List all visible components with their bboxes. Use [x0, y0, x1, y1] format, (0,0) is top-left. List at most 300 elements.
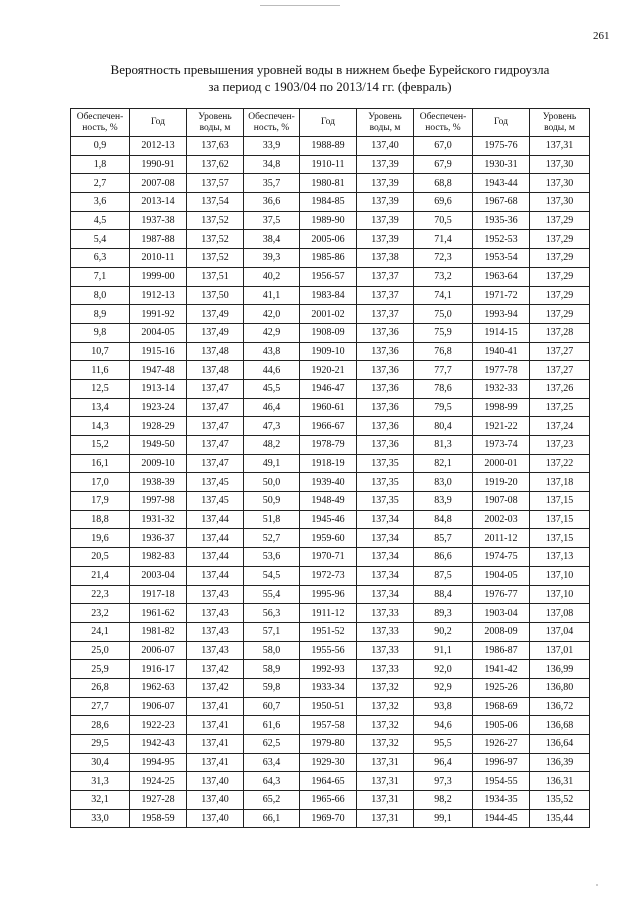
cell-year: 1994-95 — [130, 753, 187, 772]
cell-water-level: 137,18 — [530, 473, 590, 492]
cell-probability: 20,5 — [71, 548, 130, 567]
cell-probability: 45,5 — [244, 379, 300, 398]
cell-year: 1971-72 — [473, 286, 530, 305]
cell-water-level: 137,28 — [530, 323, 590, 342]
cell-probability: 44,6 — [244, 361, 300, 380]
cell-probability: 43,8 — [244, 342, 300, 361]
cell-year: 2001-02 — [300, 305, 357, 324]
table-row — [71, 772, 590, 791]
header-text: Обеспечен- — [76, 111, 124, 122]
cell-probability: 14,3 — [71, 417, 130, 436]
cell-water-level: 137,52 — [187, 249, 244, 268]
table-row — [71, 417, 590, 436]
cell-year: 1940-41 — [473, 342, 530, 361]
cell-year: 1984-85 — [300, 193, 357, 212]
cell-water-level: 137,34 — [357, 548, 414, 567]
cell-year: 1988-89 — [300, 137, 357, 156]
cell-year: 1930-31 — [473, 155, 530, 174]
cell-water-level: 137,41 — [187, 753, 244, 772]
cell-water-level: 137,29 — [530, 249, 590, 268]
cell-water-level: 137,41 — [187, 716, 244, 735]
cell-probability: 32,1 — [71, 791, 130, 810]
cell-probability: 63,4 — [244, 753, 300, 772]
table-row — [71, 529, 590, 548]
cell-probability: 46,4 — [244, 398, 300, 417]
cell-year: 1968-69 — [473, 697, 530, 716]
cell-year: 1924-25 — [130, 772, 187, 791]
probability-table — [70, 108, 590, 828]
header-text: воды, м — [369, 122, 401, 133]
cell-water-level: 137,34 — [357, 529, 414, 548]
cell-water-level: 137,36 — [357, 398, 414, 417]
cell-probability: 3,6 — [71, 193, 130, 212]
cell-probability: 9,8 — [71, 323, 130, 342]
cell-water-level: 137,44 — [187, 510, 244, 529]
cell-probability: 25,9 — [71, 660, 130, 679]
cell-water-level: 137,10 — [530, 566, 590, 585]
cell-water-level: 137,35 — [357, 454, 414, 473]
cell-probability: 69,6 — [414, 193, 473, 212]
cell-year: 1963-64 — [473, 267, 530, 286]
cell-water-level: 137,37 — [357, 305, 414, 324]
header-year — [473, 109, 530, 137]
cell-probability: 86,6 — [414, 548, 473, 567]
cell-year: 1978-79 — [300, 436, 357, 455]
title-line-1: Вероятность превышения уровней воды в нижнем бьефе Бурейского гидроузла — [110, 62, 550, 77]
cell-probability: 22,3 — [71, 585, 130, 604]
cell-probability: 8,9 — [71, 305, 130, 324]
cell-probability: 50,9 — [244, 492, 300, 511]
header-text: Год — [151, 117, 165, 127]
cell-water-level: 137,08 — [530, 604, 590, 623]
cell-water-level: 137,36 — [357, 417, 414, 436]
cell-water-level: 137,45 — [187, 492, 244, 511]
cell-year: 1989-90 — [300, 211, 357, 230]
cell-water-level: 137,47 — [187, 436, 244, 455]
cell-water-level: 137,54 — [187, 193, 244, 212]
cell-water-level: 137,39 — [357, 174, 414, 193]
cell-year: 1941-42 — [473, 660, 530, 679]
cell-year: 1947-48 — [130, 361, 187, 380]
header-text: Уровень — [198, 111, 232, 122]
cell-year: 2003-04 — [130, 566, 187, 585]
cell-year: 1990-91 — [130, 155, 187, 174]
cell-year: 1922-23 — [130, 716, 187, 735]
cell-water-level: 137,48 — [187, 361, 244, 380]
cell-year: 1980-81 — [300, 174, 357, 193]
cell-year: 1938-39 — [130, 473, 187, 492]
cell-water-level: 137,42 — [187, 660, 244, 679]
cell-year: 1992-93 — [300, 660, 357, 679]
cell-water-level: 137,30 — [530, 155, 590, 174]
cell-water-level: 137,40 — [187, 772, 244, 791]
cell-water-level: 137,45 — [187, 473, 244, 492]
cell-year: 1958-59 — [130, 809, 187, 828]
cell-water-level: 137,31 — [357, 772, 414, 791]
cell-water-level: 137,36 — [357, 436, 414, 455]
cell-probability: 0,9 — [71, 137, 130, 156]
cell-year: 2004-05 — [130, 323, 187, 342]
header-text: Обеспечен- — [248, 111, 295, 122]
cell-probability: 61,6 — [244, 716, 300, 735]
cell-water-level: 137,44 — [187, 566, 244, 585]
cell-probability: 84,8 — [414, 510, 473, 529]
cell-water-level: 137,29 — [530, 305, 590, 324]
cell-probability: 91,1 — [414, 641, 473, 660]
cell-probability: 66,1 — [244, 809, 300, 828]
cell-year: 1932-33 — [473, 379, 530, 398]
cell-year: 2006-07 — [130, 641, 187, 660]
cell-year: 1965-66 — [300, 791, 357, 810]
cell-probability: 87,5 — [414, 566, 473, 585]
cell-water-level: 137,01 — [530, 641, 590, 660]
cell-water-level: 137,36 — [357, 361, 414, 380]
cell-probability: 58,0 — [244, 641, 300, 660]
table-row — [71, 249, 590, 268]
cell-year: 1957-58 — [300, 716, 357, 735]
table-row — [71, 678, 590, 697]
cell-year: 1915-16 — [130, 342, 187, 361]
cell-probability: 33,9 — [244, 137, 300, 156]
cell-water-level: 137,31 — [357, 753, 414, 772]
table-row — [71, 473, 590, 492]
cell-water-level: 137,33 — [357, 660, 414, 679]
cell-water-level: 137,27 — [530, 342, 590, 361]
cell-water-level: 137,25 — [530, 398, 590, 417]
cell-probability: 57,1 — [244, 622, 300, 641]
cell-water-level: 136,68 — [530, 716, 590, 735]
cell-probability: 40,2 — [244, 267, 300, 286]
cell-probability: 65,2 — [244, 791, 300, 810]
table-row — [71, 323, 590, 342]
cell-probability: 1,8 — [71, 155, 130, 174]
cell-year: 1909-10 — [300, 342, 357, 361]
cell-probability: 25,0 — [71, 641, 130, 660]
cell-probability: 53,6 — [244, 548, 300, 567]
cell-year: 1939-40 — [300, 473, 357, 492]
cell-year: 1996-97 — [473, 753, 530, 772]
page-title — [70, 61, 590, 95]
cell-probability: 83,0 — [414, 473, 473, 492]
cell-probability: 89,3 — [414, 604, 473, 623]
header-water-level — [530, 109, 590, 137]
cell-probability: 90,2 — [414, 622, 473, 641]
cell-year: 1972-73 — [300, 566, 357, 585]
cell-year: 1905-06 — [473, 716, 530, 735]
cell-year: 1953-54 — [473, 249, 530, 268]
table-row — [71, 510, 590, 529]
cell-probability: 78,6 — [414, 379, 473, 398]
cell-probability: 34,8 — [244, 155, 300, 174]
cell-probability: 4,5 — [71, 211, 130, 230]
cell-year: 1985-86 — [300, 249, 357, 268]
cell-water-level: 137,52 — [187, 230, 244, 249]
cell-probability: 49,1 — [244, 454, 300, 473]
cell-year: 1983-84 — [300, 286, 357, 305]
cell-water-level: 137,26 — [530, 379, 590, 398]
table-row — [71, 267, 590, 286]
cell-probability: 98,2 — [414, 791, 473, 810]
cell-year: 1926-27 — [473, 735, 530, 754]
header-year — [300, 109, 357, 137]
cell-probability: 81,3 — [414, 436, 473, 455]
table-row — [71, 548, 590, 567]
header-probability — [244, 109, 300, 137]
table-row — [71, 305, 590, 324]
cell-probability: 5,4 — [71, 230, 130, 249]
cell-year: 1966-67 — [300, 417, 357, 436]
cell-water-level: 137,29 — [530, 267, 590, 286]
cell-water-level: 137,47 — [187, 398, 244, 417]
cell-water-level: 137,36 — [357, 379, 414, 398]
cell-probability: 74,1 — [414, 286, 473, 305]
cell-probability: 39,3 — [244, 249, 300, 268]
cell-year: 1925-26 — [473, 678, 530, 697]
cell-water-level: 136,64 — [530, 735, 590, 754]
cell-water-level: 137,49 — [187, 305, 244, 324]
cell-year: 1998-99 — [473, 398, 530, 417]
cell-probability: 97,3 — [414, 772, 473, 791]
cell-water-level: 135,44 — [530, 809, 590, 828]
cell-year: 1913-14 — [130, 379, 187, 398]
cell-probability: 73,2 — [414, 267, 473, 286]
cell-probability: 55,4 — [244, 585, 300, 604]
cell-year: 1908-09 — [300, 323, 357, 342]
cell-probability: 99,1 — [414, 809, 473, 828]
cell-water-level: 137,52 — [187, 211, 244, 230]
table-row — [71, 174, 590, 193]
cell-probability: 67,0 — [414, 137, 473, 156]
table-row — [71, 398, 590, 417]
cell-water-level: 137,36 — [357, 342, 414, 361]
cell-year: 2010-11 — [130, 249, 187, 268]
cell-probability: 7,1 — [71, 267, 130, 286]
cell-water-level: 137,38 — [357, 249, 414, 268]
cell-probability: 85,7 — [414, 529, 473, 548]
table-row — [71, 454, 590, 473]
cell-water-level: 137,44 — [187, 529, 244, 548]
cell-water-level: 137,31 — [357, 791, 414, 810]
cell-water-level: 137,35 — [357, 492, 414, 511]
cell-probability: 23,2 — [71, 604, 130, 623]
cell-year: 1944-45 — [473, 809, 530, 828]
cell-water-level: 137,43 — [187, 622, 244, 641]
header-text: ность, % — [425, 122, 461, 133]
cell-water-level: 137,22 — [530, 454, 590, 473]
header-text: Год — [321, 117, 335, 127]
cell-probability: 68,8 — [414, 174, 473, 193]
cell-year: 1946-47 — [300, 379, 357, 398]
cell-water-level: 137,43 — [187, 585, 244, 604]
cell-year: 1959-60 — [300, 529, 357, 548]
cell-year: 1976-77 — [473, 585, 530, 604]
header-probability — [71, 109, 130, 137]
cell-probability: 26,8 — [71, 678, 130, 697]
cell-water-level: 137,48 — [187, 342, 244, 361]
cell-year: 1952-53 — [473, 230, 530, 249]
cell-water-level: 137,51 — [187, 267, 244, 286]
cell-year: 1961-62 — [130, 604, 187, 623]
cell-water-level: 137,35 — [357, 473, 414, 492]
cell-water-level: 137,31 — [530, 137, 590, 156]
cell-probability: 82,1 — [414, 454, 473, 473]
cell-year: 1943-44 — [473, 174, 530, 193]
table-row — [71, 622, 590, 641]
cell-water-level: 137,40 — [187, 791, 244, 810]
cell-water-level: 137,32 — [357, 716, 414, 735]
cell-probability: 62,5 — [244, 735, 300, 754]
header-text: ность, % — [82, 122, 118, 133]
cell-probability: 75,9 — [414, 323, 473, 342]
cell-probability: 83,9 — [414, 492, 473, 511]
table-row — [71, 716, 590, 735]
cell-water-level: 137,50 — [187, 286, 244, 305]
cell-year: 1907-08 — [473, 492, 530, 511]
cell-water-level: 137,37 — [357, 267, 414, 286]
cell-water-level: 137,32 — [357, 697, 414, 716]
cell-year: 1977-78 — [473, 361, 530, 380]
table-row — [71, 230, 590, 249]
cell-year: 1975-76 — [473, 137, 530, 156]
cell-probability: 75,0 — [414, 305, 473, 324]
cell-probability: 79,5 — [414, 398, 473, 417]
scan-artifact-speck — [596, 884, 598, 886]
cell-water-level: 137,30 — [530, 174, 590, 193]
cell-probability: 93,8 — [414, 697, 473, 716]
table-row — [71, 286, 590, 305]
cell-year: 2009-10 — [130, 454, 187, 473]
cell-year: 1964-65 — [300, 772, 357, 791]
cell-probability: 8,0 — [71, 286, 130, 305]
cell-year: 1914-15 — [473, 323, 530, 342]
cell-probability: 88,4 — [414, 585, 473, 604]
cell-probability: 28,6 — [71, 716, 130, 735]
cell-probability: 37,5 — [244, 211, 300, 230]
cell-year: 1951-52 — [300, 622, 357, 641]
cell-water-level: 137,62 — [187, 155, 244, 174]
cell-year: 1974-75 — [473, 548, 530, 567]
cell-water-level: 137,39 — [357, 211, 414, 230]
cell-probability: 70,5 — [414, 211, 473, 230]
header-text: Обеспечен- — [419, 111, 467, 122]
table-body — [71, 137, 590, 828]
cell-year: 1935-36 — [473, 211, 530, 230]
cell-water-level: 137,31 — [357, 809, 414, 828]
cell-water-level: 137,15 — [530, 492, 590, 511]
cell-water-level: 137,47 — [187, 454, 244, 473]
cell-water-level: 137,34 — [357, 510, 414, 529]
cell-water-level: 137,30 — [530, 193, 590, 212]
cell-year: 1997-98 — [130, 492, 187, 511]
cell-probability: 52,7 — [244, 529, 300, 548]
cell-probability: 95,5 — [414, 735, 473, 754]
cell-probability: 41,1 — [244, 286, 300, 305]
cell-year: 1950-51 — [300, 697, 357, 716]
cell-probability: 11,6 — [71, 361, 130, 380]
cell-probability: 96,4 — [414, 753, 473, 772]
cell-probability: 31,3 — [71, 772, 130, 791]
header-water-level — [357, 109, 414, 137]
cell-probability: 35,7 — [244, 174, 300, 193]
cell-year: 1960-61 — [300, 398, 357, 417]
header-text: Год — [494, 117, 508, 127]
cell-year: 1970-71 — [300, 548, 357, 567]
cell-year: 1906-07 — [130, 697, 187, 716]
cell-year: 1986-87 — [473, 641, 530, 660]
cell-probability: 6,3 — [71, 249, 130, 268]
cell-probability: 72,3 — [414, 249, 473, 268]
cell-year: 2005-06 — [300, 230, 357, 249]
table-row — [71, 137, 590, 156]
table-row — [71, 753, 590, 772]
cell-probability: 15,2 — [71, 436, 130, 455]
cell-water-level: 136,80 — [530, 678, 590, 697]
cell-year: 2002-03 — [473, 510, 530, 529]
cell-water-level: 136,31 — [530, 772, 590, 791]
cell-year: 1928-29 — [130, 417, 187, 436]
cell-year: 1956-57 — [300, 267, 357, 286]
cell-year: 1904-05 — [473, 566, 530, 585]
cell-year: 1948-49 — [300, 492, 357, 511]
table-row — [71, 492, 590, 511]
cell-year: 1993-94 — [473, 305, 530, 324]
cell-probability: 42,9 — [244, 323, 300, 342]
cell-water-level: 137,39 — [357, 230, 414, 249]
cell-probability: 76,8 — [414, 342, 473, 361]
cell-water-level: 137,29 — [530, 230, 590, 249]
cell-probability: 21,4 — [71, 566, 130, 585]
cell-water-level: 137,34 — [357, 566, 414, 585]
page-number: 261 — [593, 30, 610, 42]
cell-water-level: 137,32 — [357, 735, 414, 754]
cell-year: 1918-19 — [300, 454, 357, 473]
cell-water-level: 137,24 — [530, 417, 590, 436]
cell-water-level: 137,40 — [187, 809, 244, 828]
cell-year: 1954-55 — [473, 772, 530, 791]
cell-year: 1933-34 — [300, 678, 357, 697]
cell-probability: 19,6 — [71, 529, 130, 548]
header-text: Уровень — [368, 111, 402, 122]
header-probability — [414, 109, 473, 137]
cell-probability: 92,9 — [414, 678, 473, 697]
header-text: воды, м — [199, 122, 231, 133]
cell-water-level: 137,29 — [530, 286, 590, 305]
cell-probability: 17,9 — [71, 492, 130, 511]
cell-year: 1931-32 — [130, 510, 187, 529]
cell-water-level: 137,63 — [187, 137, 244, 156]
cell-year: 2012-13 — [130, 137, 187, 156]
cell-water-level: 136,99 — [530, 660, 590, 679]
cell-probability: 10,7 — [71, 342, 130, 361]
cell-year: 2011-12 — [473, 529, 530, 548]
cell-probability: 36,6 — [244, 193, 300, 212]
header-text: воды, м — [544, 122, 575, 133]
cell-probability: 51,8 — [244, 510, 300, 529]
cell-probability: 30,4 — [71, 753, 130, 772]
cell-probability: 80,4 — [414, 417, 473, 436]
table-row — [71, 193, 590, 212]
table-row — [71, 809, 590, 828]
cell-water-level: 137,49 — [187, 323, 244, 342]
table-row — [71, 604, 590, 623]
cell-probability: 50,0 — [244, 473, 300, 492]
cell-probability: 58,9 — [244, 660, 300, 679]
cell-water-level: 137,27 — [530, 361, 590, 380]
cell-year: 2007-08 — [130, 174, 187, 193]
cell-year: 1927-28 — [130, 791, 187, 810]
cell-water-level: 137,41 — [187, 735, 244, 754]
cell-year: 1934-35 — [473, 791, 530, 810]
